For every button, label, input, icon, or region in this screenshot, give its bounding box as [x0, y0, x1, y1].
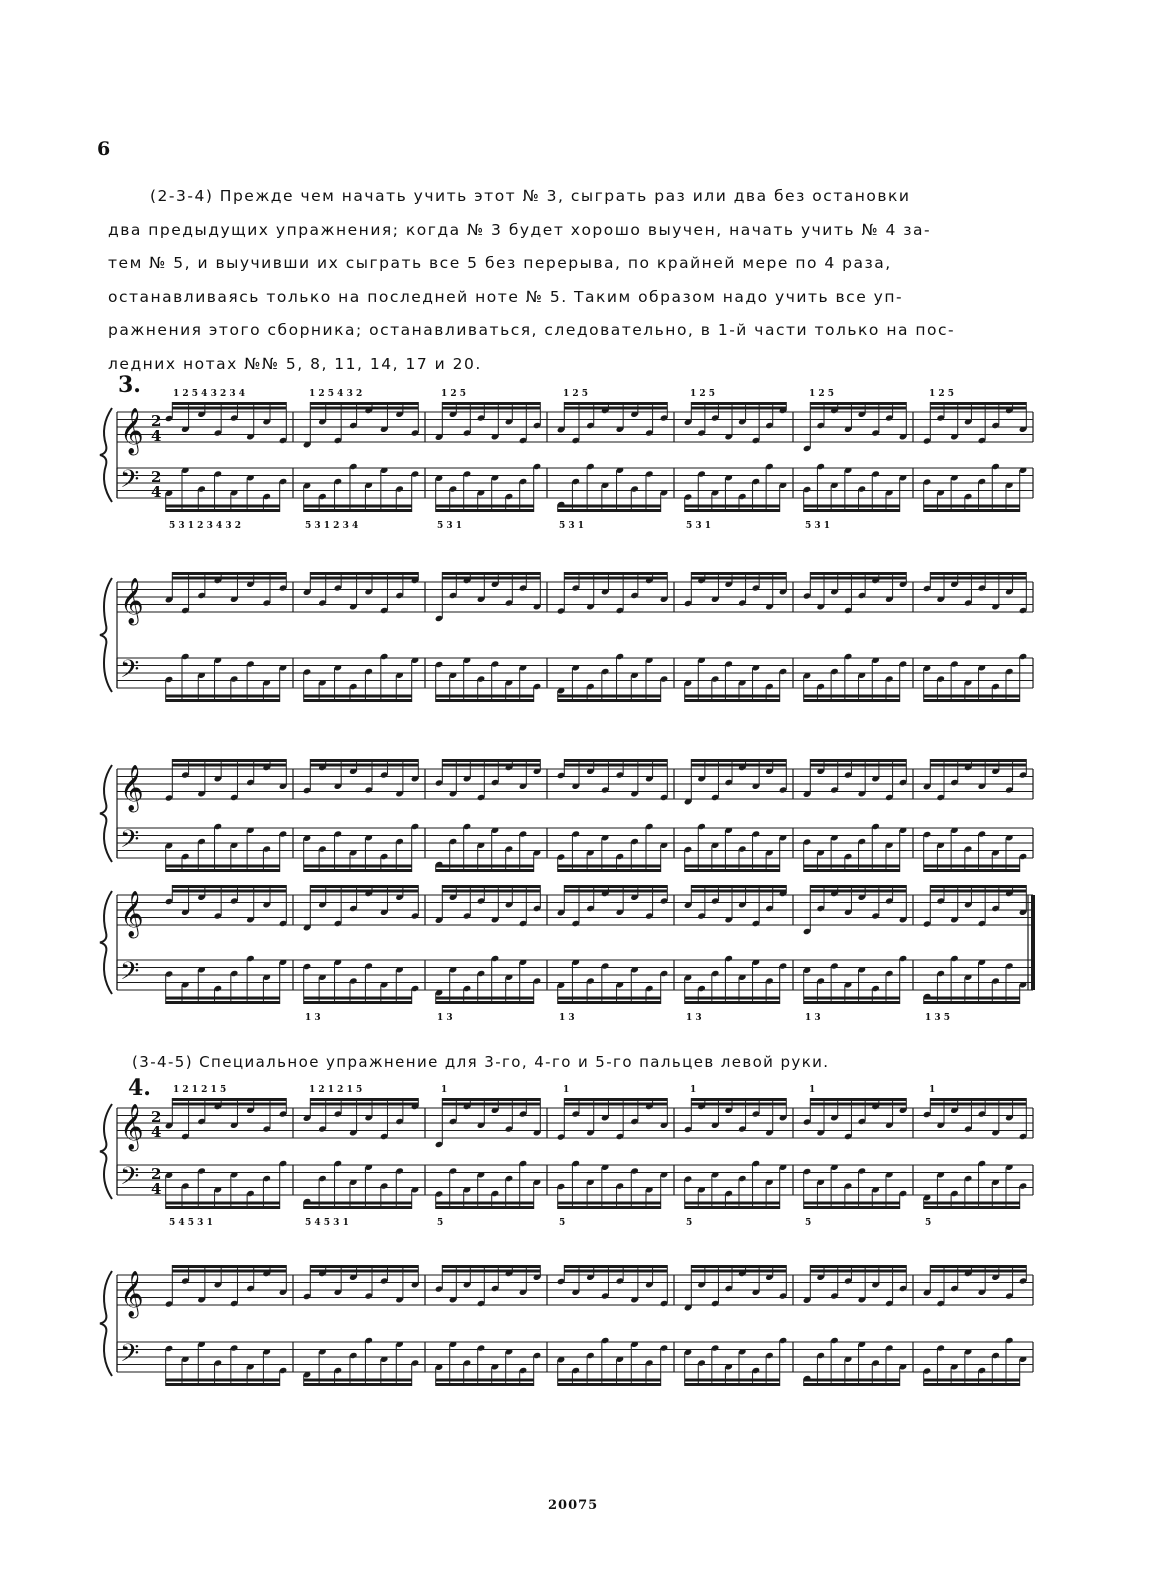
intro-line: ражнения этого сборника; останавливаться, следовательно, в 1-й части только на пос- — [108, 321, 956, 339]
treble-note-beam — [691, 890, 786, 893]
bass-note-beam — [304, 1383, 412, 1386]
bass-note-beam — [166, 695, 280, 698]
treble-note-beam — [172, 1103, 286, 1106]
bass-note-beam — [304, 1379, 412, 1382]
treble-note-beam — [310, 1098, 418, 1101]
bass-note-beam — [924, 869, 1020, 872]
treble-note-beam — [930, 885, 1026, 888]
treble-note-beam — [810, 1270, 906, 1273]
system-brace — [100, 1271, 112, 1376]
system-brace — [100, 578, 112, 692]
treble-clef: 𝄞 — [120, 578, 144, 624]
intro-line: тем № 5, и выучивши их сыграть все 5 без перерыва, по крайней мере по 4 раза, — [108, 254, 892, 272]
bass-note-beam — [304, 505, 412, 508]
treble-clef: 𝄞 — [120, 765, 144, 811]
bass-note-beam — [685, 509, 780, 512]
bass-note-beam — [436, 505, 534, 508]
fingering-number: 1 3 — [437, 1013, 453, 1023]
treble-note-beam — [810, 1103, 906, 1106]
treble-note-beam — [442, 1098, 540, 1101]
treble-note-beam — [691, 407, 786, 410]
treble-note-beam — [310, 402, 418, 405]
treble-note-beam — [691, 759, 786, 762]
fingering-number: 5 3 1 — [437, 521, 463, 531]
treble-note-beam — [442, 1103, 540, 1106]
bass-note-beam — [685, 865, 780, 868]
treble-note-beam — [172, 759, 286, 762]
bass-note-beam — [166, 869, 280, 872]
bass-note-beam — [436, 1001, 534, 1004]
bass-note-beam — [166, 1379, 280, 1382]
bass-note-beam — [304, 1206, 412, 1209]
treble-note-beam — [930, 577, 1026, 580]
treble-note-beam — [564, 407, 667, 410]
bass-note-beam — [436, 1206, 534, 1209]
treble-note-beam — [930, 759, 1026, 762]
bass-note-beam — [558, 869, 661, 872]
bass-note-beam — [558, 1202, 661, 1205]
bass-note-beam — [558, 1383, 661, 1386]
treble-note-beam — [930, 1265, 1026, 1268]
bass-note-beam — [924, 1379, 1020, 1382]
bass-note-beam — [924, 1383, 1020, 1386]
treble-note-beam — [442, 890, 540, 893]
bass-note-beam — [804, 997, 900, 1000]
fingering-number: 1 3 — [305, 1013, 321, 1023]
bass-note-beam — [924, 865, 1020, 868]
bass-clef: 𝄢 — [120, 465, 140, 500]
treble-note-beam — [691, 1270, 786, 1273]
bass-note-beam — [436, 695, 534, 698]
treble-note-beam — [310, 885, 418, 888]
bass-note-beam — [804, 869, 900, 872]
bass-note-beam — [304, 1001, 412, 1004]
treble-note-beam — [564, 1098, 667, 1101]
treble-note-beam — [810, 890, 906, 893]
treble-note-beam — [172, 1098, 286, 1101]
treble-note-beam — [930, 1103, 1026, 1106]
fingering-number: 5 4 5 3 1 — [169, 1218, 213, 1228]
bass-note-beam — [166, 505, 280, 508]
treble-note-beam — [564, 1265, 667, 1268]
fingering-number: 1 — [441, 1085, 448, 1095]
bass-note-beam — [558, 1001, 661, 1004]
bass-note-beam — [685, 1379, 780, 1382]
bass-note-beam — [436, 509, 534, 512]
time-signature-top: 2 — [151, 468, 162, 486]
bass-note-beam — [924, 1206, 1020, 1209]
bass-note-beam — [804, 1383, 900, 1386]
time-signature-top: 2 — [151, 412, 162, 430]
bass-note-beam — [804, 699, 900, 702]
bass-clef: 𝄢 — [120, 1162, 140, 1197]
bass-note-beam — [685, 1383, 780, 1386]
treble-note-beam — [564, 764, 667, 767]
intro-line: два предыдущих упражнения; когда № 3 будет хорошо выучен, начать учить № 4 за- — [108, 220, 932, 239]
fingering-number: 1 2 5 — [929, 389, 955, 399]
treble-note-beam — [691, 572, 786, 575]
treble-note-beam — [442, 402, 540, 405]
bass-note-beam — [558, 509, 661, 512]
fingering-number: 1 2 1 2 1 5 — [173, 1085, 227, 1095]
treble-note-beam — [310, 764, 418, 767]
treble-note-beam — [810, 759, 906, 762]
treble-note-beam — [810, 1098, 906, 1101]
treble-clef: 𝄞 — [120, 1104, 144, 1150]
treble-note-beam — [310, 759, 418, 762]
treble-note-beam — [810, 1265, 906, 1268]
fingering-number: 1 — [690, 1085, 697, 1095]
treble-note-beam — [310, 1103, 418, 1106]
bass-note-beam — [166, 865, 280, 868]
bass-note-beam — [166, 1202, 280, 1205]
bass-note-beam — [304, 699, 412, 702]
fingering-number: 1 — [809, 1085, 816, 1095]
fingering-number: 5 — [559, 1218, 566, 1228]
treble-note-beam — [172, 407, 286, 410]
treble-note-beam — [810, 572, 906, 575]
fingering-number: 1 2 5 4 3 2 3 4 — [173, 389, 246, 399]
bass-note-beam — [436, 865, 534, 868]
bass-note-beam — [924, 1202, 1020, 1205]
bass-note-beam — [804, 1379, 900, 1382]
treble-note-beam — [172, 764, 286, 767]
treble-note-beam — [442, 407, 540, 410]
bass-note-beam — [804, 1001, 900, 1004]
treble-note-beam — [810, 577, 906, 580]
bass-note-beam — [304, 509, 412, 512]
time-signature-top: 2 — [151, 1165, 162, 1183]
fingering-number: 5 3 1 — [686, 521, 712, 531]
treble-note-beam — [930, 764, 1026, 767]
fingering-number: 5 — [925, 1218, 932, 1228]
treble-note-beam — [172, 890, 286, 893]
intro-line: ледних нотах №№ 5, 8, 11, 14, 17 и 20. — [108, 354, 482, 373]
treble-note-beam — [691, 1103, 786, 1106]
treble-note-beam — [564, 759, 667, 762]
treble-note-beam — [930, 402, 1026, 405]
system-brace — [100, 408, 112, 502]
treble-note-beam — [564, 890, 667, 893]
exercise-4-number: 4. — [128, 1075, 151, 1101]
system-brace — [100, 1104, 112, 1199]
bass-note-beam — [685, 699, 780, 702]
fingering-number: 5 — [437, 1218, 444, 1228]
bass-note-beam — [304, 695, 412, 698]
fingering-number: 1 2 5 4 3 2 — [309, 389, 363, 399]
fingering-number: 1 2 5 — [690, 389, 716, 399]
treble-note-beam — [691, 764, 786, 767]
bass-note-beam — [304, 865, 412, 868]
bass-note-beam — [804, 509, 900, 512]
treble-note-beam — [564, 1270, 667, 1273]
time-signature-bottom: 4 — [151, 1180, 162, 1198]
bass-note-beam — [804, 865, 900, 868]
bass-note-beam — [924, 505, 1020, 508]
fingering-number: 5 — [686, 1218, 693, 1228]
bass-note-beam — [685, 505, 780, 508]
bass-note-beam — [304, 997, 412, 1000]
bass-note-beam — [558, 997, 661, 1000]
fingering-number: 5 3 1 2 3 4 — [305, 521, 359, 531]
treble-note-beam — [310, 577, 418, 580]
treble-clef: 𝄞 — [120, 1271, 144, 1317]
treble-note-beam — [172, 1265, 286, 1268]
treble-clef: 𝄞 — [120, 408, 144, 454]
treble-note-beam — [810, 885, 906, 888]
fingering-number: 5 3 1 — [559, 521, 585, 531]
bass-note-beam — [558, 1379, 661, 1382]
time-signature-bottom: 4 — [151, 427, 162, 445]
intro-line: останавливаясь только на последней ноте № 5. Таким образом надо учить все уп- — [108, 287, 904, 306]
treble-note-beam — [310, 1270, 418, 1273]
treble-note-beam — [810, 402, 906, 405]
bass-note-beam — [685, 695, 780, 698]
treble-note-beam — [172, 885, 286, 888]
time-signature-bottom: 4 — [151, 483, 162, 501]
treble-note-beam — [691, 885, 786, 888]
treble-note-beam — [564, 885, 667, 888]
bass-note-beam — [804, 505, 900, 508]
treble-note-beam — [310, 890, 418, 893]
fingering-number: 1 2 5 — [563, 389, 589, 399]
bass-clef: 𝄢 — [120, 957, 140, 992]
bass-note-beam — [436, 1383, 534, 1386]
bass-note-beam — [166, 699, 280, 702]
fingering-number: 1 3 — [686, 1013, 702, 1023]
fingering-number: 1 2 5 — [441, 389, 467, 399]
final-barline-thick — [1031, 895, 1035, 990]
time-signature-top: 2 — [151, 1108, 162, 1126]
bass-note-beam — [685, 997, 780, 1000]
time-signature-bottom: 4 — [151, 1123, 162, 1141]
fingering-number: 1 3 5 — [925, 1013, 951, 1023]
treble-note-beam — [172, 572, 286, 575]
exercise-3-number: 3. — [118, 372, 141, 398]
treble-note-beam — [172, 1270, 286, 1273]
treble-note-beam — [310, 572, 418, 575]
bass-note-beam — [924, 699, 1020, 702]
treble-note-beam — [930, 1270, 1026, 1273]
bass-note-beam — [558, 695, 661, 698]
bass-note-beam — [166, 509, 280, 512]
bass-note-beam — [558, 505, 661, 508]
fingering-number: 1 — [563, 1085, 570, 1095]
bass-note-beam — [804, 1206, 900, 1209]
bass-note-beam — [436, 699, 534, 702]
bass-note-beam — [166, 1383, 280, 1386]
treble-note-beam — [930, 890, 1026, 893]
bass-note-beam — [166, 1206, 280, 1209]
exercise-4-description: (3-4-5) Специальное упражнение для 3-го, 4-го и 5-го пальцев левой руки. — [132, 1053, 830, 1071]
bass-note-beam — [304, 869, 412, 872]
system-brace — [100, 891, 112, 994]
plate-number: 20075 — [548, 1498, 599, 1513]
fingering-number: 5 — [805, 1218, 812, 1228]
bass-note-beam — [685, 1206, 780, 1209]
treble-note-beam — [691, 1265, 786, 1268]
treble-note-beam — [442, 572, 540, 575]
bass-note-beam — [558, 1206, 661, 1209]
bass-note-beam — [166, 997, 280, 1000]
bass-note-beam — [558, 865, 661, 868]
bass-clef: 𝄢 — [120, 1339, 140, 1374]
fingering-number: 1 2 5 — [809, 389, 835, 399]
bass-note-beam — [558, 699, 661, 702]
bass-note-beam — [685, 1001, 780, 1004]
bass-note-beam — [804, 695, 900, 698]
fingering-number: 1 3 — [805, 1013, 821, 1023]
bass-note-beam — [436, 869, 534, 872]
bass-note-beam — [685, 1202, 780, 1205]
treble-note-beam — [172, 402, 286, 405]
treble-note-beam — [691, 1098, 786, 1101]
treble-note-beam — [442, 759, 540, 762]
bass-note-beam — [436, 1379, 534, 1382]
treble-note-beam — [564, 577, 667, 580]
treble-note-beam — [810, 407, 906, 410]
bass-note-beam — [304, 1202, 412, 1205]
system-brace — [100, 765, 112, 862]
treble-note-beam — [442, 577, 540, 580]
treble-note-beam — [442, 1265, 540, 1268]
fingering-number: 1 2 1 2 1 5 — [309, 1085, 363, 1095]
treble-note-beam — [310, 407, 418, 410]
fingering-number: 5 3 1 — [805, 521, 831, 531]
fingering-number: 1 3 — [559, 1013, 575, 1023]
treble-note-beam — [564, 572, 667, 575]
page-number: 6 — [97, 138, 111, 160]
treble-note-beam — [442, 1270, 540, 1273]
bass-note-beam — [804, 1202, 900, 1205]
treble-note-beam — [442, 764, 540, 767]
treble-note-beam — [172, 577, 286, 580]
treble-note-beam — [930, 1098, 1026, 1101]
treble-note-beam — [310, 1265, 418, 1268]
treble-note-beam — [930, 572, 1026, 575]
treble-note-beam — [564, 1103, 667, 1106]
bass-note-beam — [166, 1001, 280, 1004]
bass-clef: 𝄢 — [120, 655, 140, 690]
bass-note-beam — [436, 1202, 534, 1205]
bass-note-beam — [685, 869, 780, 872]
treble-note-beam — [810, 764, 906, 767]
bass-note-beam — [924, 509, 1020, 512]
treble-clef: 𝄞 — [120, 891, 144, 937]
treble-note-beam — [930, 407, 1026, 410]
bass-note-beam — [436, 997, 534, 1000]
treble-note-beam — [442, 885, 540, 888]
fingering-number: 5 4 5 3 1 — [305, 1218, 349, 1228]
bass-note-beam — [924, 695, 1020, 698]
fingering-number: 1 — [929, 1085, 936, 1095]
treble-note-beam — [691, 577, 786, 580]
bass-clef: 𝄢 — [120, 825, 140, 860]
bass-note-beam — [924, 1001, 1020, 1004]
treble-note-beam — [691, 402, 786, 405]
intro-line: (2-3-4) Прежде чем начать учить этот № 3, сыграть раз или два без остановки — [150, 187, 911, 205]
treble-note-beam — [564, 402, 667, 405]
bass-note-beam — [924, 997, 1020, 1000]
fingering-number: 5 3 1 2 3 4 3 2 — [169, 521, 242, 531]
